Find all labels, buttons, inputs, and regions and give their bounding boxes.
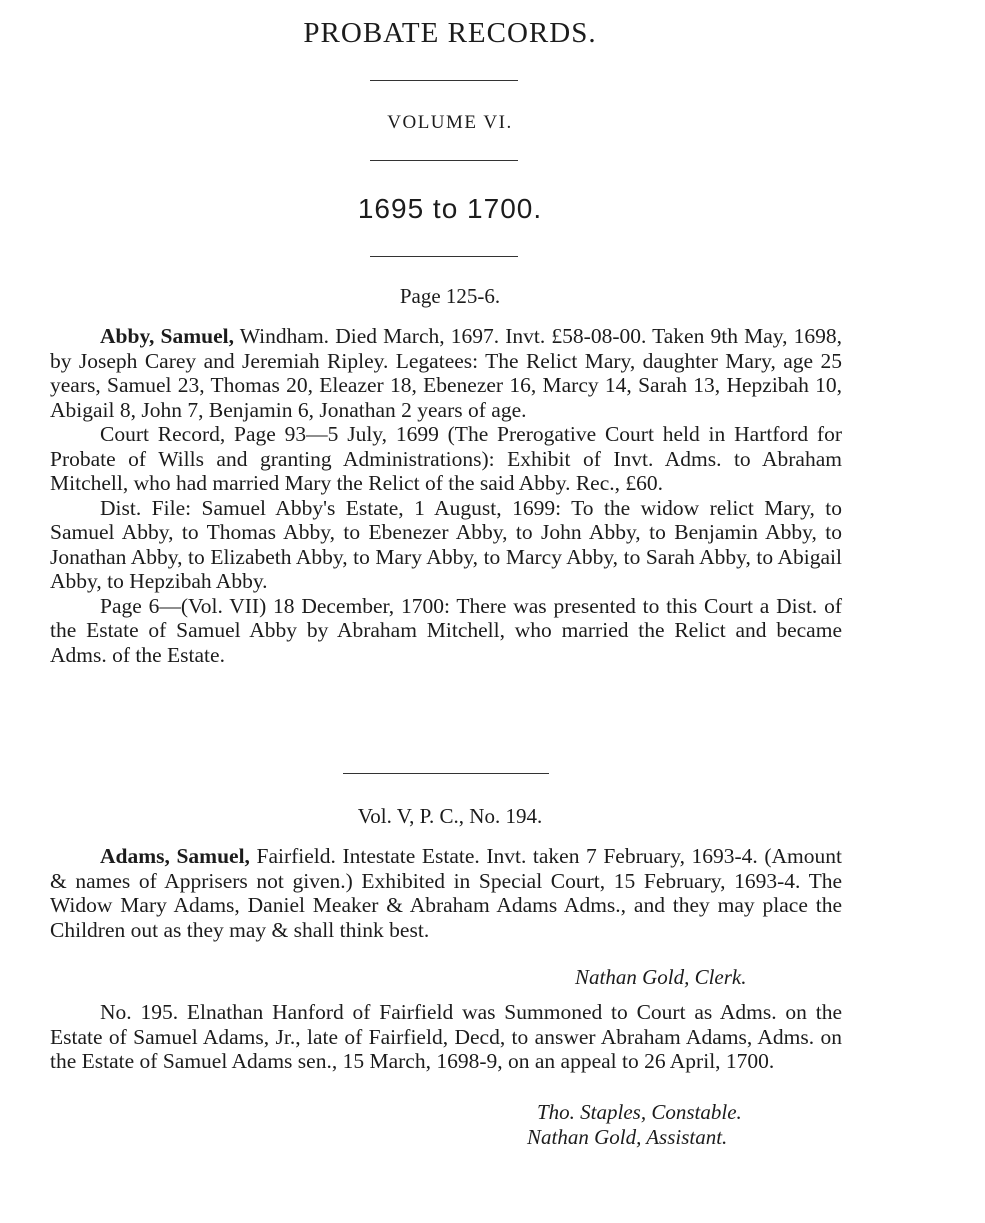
entry-no-195 xyxy=(50,1000,842,1074)
entry1-para1-text: Windham. Died March, 1697. Invt. £58-08-00. Taken 9th May, 1698, by Joseph Carey and Jeremiah Ripley. Legatees: The Relict Mary, daughter Mary, age 25 years, Samuel 23, Thomas 20, Eleazer 18, Ebenezer 16, Marcy 14, Sarah 13, Hepzibah 10, Abigail 8, John 7, Benjamin 6, Jonathan 2 years of age. xyxy=(50,324,842,422)
divider xyxy=(370,80,518,81)
entry-abby-samuel xyxy=(50,324,842,667)
entry2-page-ref: Vol. V, P. C., No. 194. xyxy=(357,804,543,828)
constable-signature: Tho. Staples, Constable. xyxy=(537,1100,742,1124)
page-title: PROBATE RECORDS. xyxy=(303,17,597,49)
entry1-page-ref: Page 125-6. xyxy=(399,284,501,308)
assistant-signature: Nathan Gold, Assistant. xyxy=(527,1125,728,1149)
entry1-page6-note: Page 6—(Vol. VII) 18 December, 1700: There was presented to this Court a Dist. of the Estate of Samuel Abby by Abraham Mitchell, who married the Relict and became Adms. of the Estate. xyxy=(50,593,842,667)
entry1-paragraph xyxy=(50,324,842,422)
divider xyxy=(343,773,549,774)
year-range-heading: 1695 to 1700. xyxy=(357,193,543,224)
clerk-signature: Nathan Gold, Clerk. xyxy=(575,965,747,989)
entry2-no195-paragraph: No. 195. Elnathan Hanford of Fairfield was Summoned to Court as Adms. on the Estate of Samuel Adams, Jr., late of Fairfield, Decd, to answer Abraham Adams, Adms. on the Estate of Samuel Adams sen., 15 March, 1698-9, on an appeal to 26 April, 1700. xyxy=(50,1000,842,1073)
divider xyxy=(370,256,518,257)
entry2-name: Adams, Samuel, xyxy=(100,844,250,868)
divider xyxy=(370,160,518,161)
entry1-name: Abby, Samuel, xyxy=(100,324,234,348)
entry-adams-samuel xyxy=(50,844,842,942)
volume-heading: VOLUME VI. xyxy=(387,112,513,133)
entry2-para1-text: Fairfield. Intestate Estate. Invt. taken 7 February, 1693-4. (Amount & names of Apprisers not given.) Exhibited in Special Court, 15 February, 1693-4. The Widow Mary Adams, Daniel Meaker & Abraham Adams Adms., and they may place the Children out as they may & shall think best. xyxy=(50,844,842,942)
entry1-court-record: Court Record, Page 93—5 July, 1699 (The Prerogative Court held in Hartford for Probate of Wills and granting Administrations): Exhibit of Invt. Adms. to Abraham Mitchell, who had married Mary the Relict of the said Abby. Rec., £60. xyxy=(50,422,842,495)
entry1-dist-file: Dist. File: Samuel Abby's Estate, 1 August, 1699: To the widow relict Mary, to Samuel Abby, to Thomas Abby, to Ebenezer Abby, to John Abby, to Benjamin Abby, to Jonathan Abby, to Elizabeth Abby, to Mary Abby, to Marcy Abby, to Sarah Abby, to Abigail Abby, to Hepzibah Abby. xyxy=(50,495,842,593)
entry2-paragraph xyxy=(50,844,842,942)
